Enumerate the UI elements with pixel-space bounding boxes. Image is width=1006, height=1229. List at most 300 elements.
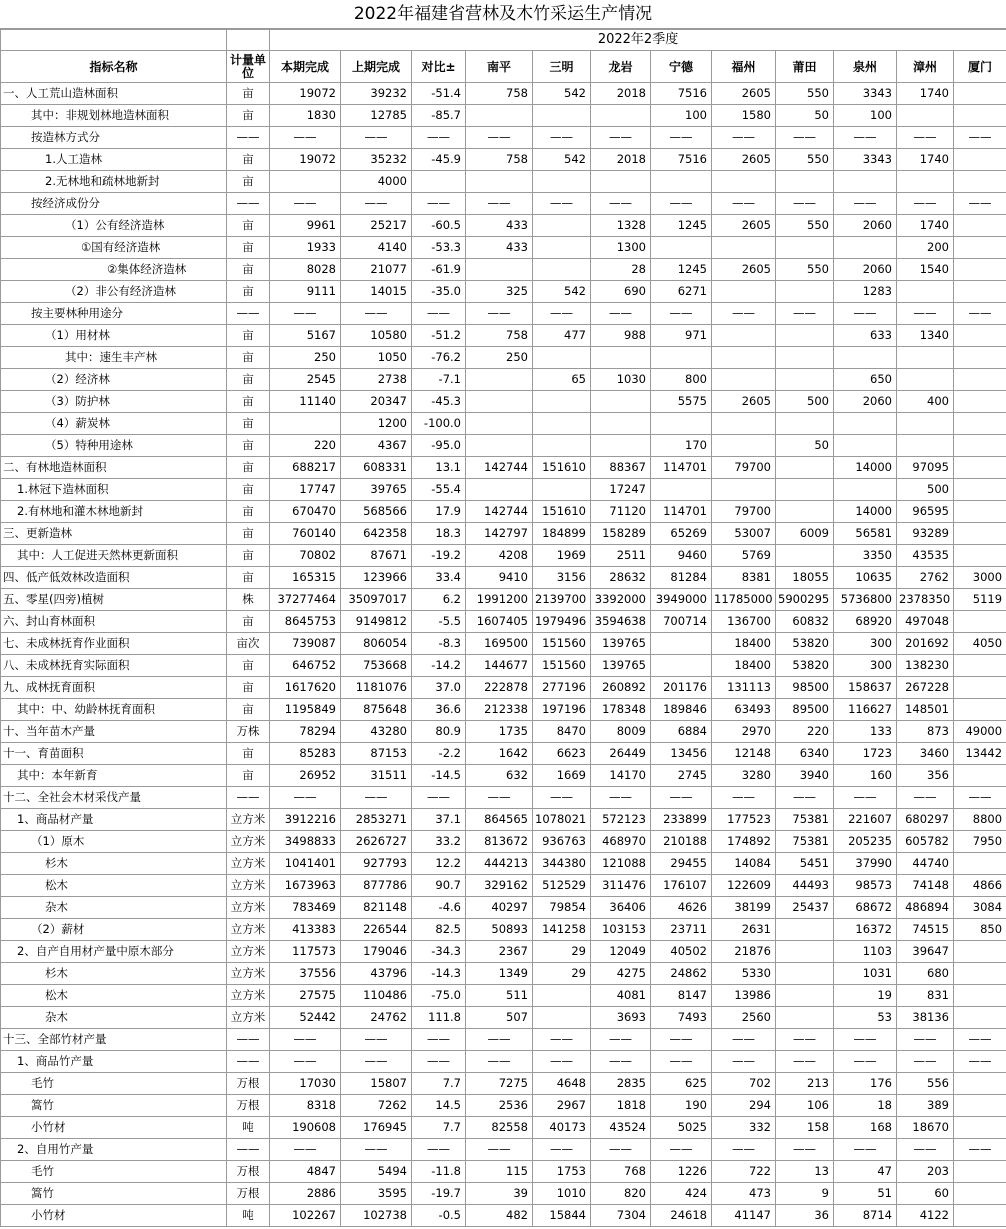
value-cell: 875648 [341,699,412,721]
value-cell: 646752 [270,655,341,677]
value-cell: 81284 [651,567,712,589]
value-cell: 1195849 [270,699,341,721]
value-cell: —— [466,303,533,325]
value-cell: 936763 [533,831,591,853]
value-cell: 2060 [834,391,897,413]
table-row [1,677,1006,699]
value-cell: 17247 [591,479,651,501]
row-label: （1）公有经济造林 [1,215,227,237]
value-cell: 158289 [591,523,651,545]
value-cell: —— [533,1139,591,1161]
value-cell: —— [712,787,776,809]
unit-cell: 亩 [227,347,270,369]
row-label: 三、更新造林 [1,523,227,545]
value-cell: 2378350 [897,589,954,611]
value-cell [466,171,533,193]
unit-cell: —— [227,787,270,809]
column-header: 本期完成 [270,51,341,83]
value-cell: 43796 [341,963,412,985]
value-cell: 36.6 [412,699,466,721]
value-cell: 43535 [897,545,954,567]
row-label: 杉木 [1,963,227,985]
value-cell: 50 [776,105,834,127]
value-cell: —— [270,127,341,149]
value-cell: 2738 [341,369,412,391]
value-cell: 37.0 [412,677,466,699]
value-cell: 139765 [591,633,651,655]
unit-cell: 株 [227,589,270,611]
value-cell: 9149812 [341,611,412,633]
value-cell: 5736800 [834,589,897,611]
value-cell: 3343 [834,83,897,105]
value-cell [533,391,591,413]
unit-cell: 亩 [227,391,270,413]
unit-cell: 吨 [227,1117,270,1139]
value-cell: 753668 [341,655,412,677]
value-cell: 151610 [533,457,591,479]
value-cell: 114701 [651,457,712,479]
value-cell: 1642 [466,743,533,765]
value-cell: 4847 [270,1161,341,1183]
unit-cell: 亩 [227,83,270,105]
value-cell: 53820 [776,633,834,655]
table-row [1,743,1006,765]
value-cell: 2970 [712,721,776,743]
value-cell: 2745 [651,765,712,787]
value-cell: 100 [834,105,897,127]
value-cell [591,391,651,413]
row-label: 十一、育苗面积 [1,743,227,765]
value-cell: 68672 [834,897,897,919]
unit-cell: 立方米 [227,985,270,1007]
value-cell: 17.9 [412,501,466,523]
unit-cell: 亩 [227,479,270,501]
value-cell: 325 [466,281,533,303]
value-cell: 1340 [897,325,954,347]
value-cell: 2853271 [341,809,412,831]
value-cell: —— [897,1029,954,1051]
row-label: （1）用材林 [1,325,227,347]
value-cell [466,413,533,435]
value-cell: 2511 [591,545,651,567]
value-cell: 2626727 [341,831,412,853]
value-cell: -51.4 [412,83,466,105]
value-cell: 9 [776,1183,834,1205]
value-cell: —— [466,1029,533,1051]
value-cell: 88367 [591,457,651,479]
row-label: 篙竹 [1,1095,227,1117]
value-cell: —— [533,303,591,325]
value-cell: —— [954,1051,1006,1073]
value-cell [466,259,533,281]
value-cell: —— [776,193,834,215]
value-cell: 2536 [466,1095,533,1117]
value-cell: 2605 [712,215,776,237]
table-row [1,1073,1006,1095]
value-cell: 23711 [651,919,712,941]
value-cell: 1031 [834,963,897,985]
value-cell: —— [651,127,712,149]
value-cell: 176 [834,1073,897,1095]
value-cell: —— [466,193,533,215]
value-cell: 18400 [712,633,776,655]
value-cell [834,171,897,193]
value-cell: 53007 [712,523,776,545]
value-cell: —— [412,1139,466,1161]
value-cell [834,347,897,369]
value-cell: 123966 [341,567,412,589]
value-cell: —— [651,303,712,325]
value-cell [776,369,834,391]
value-cell: 758 [466,83,533,105]
value-cell: 477 [533,325,591,347]
value-cell: 19 [834,985,897,1007]
value-cell: —— [591,1051,651,1073]
value-cell: 311476 [591,875,651,897]
value-cell: 16372 [834,919,897,941]
value-cell: 190608 [270,1117,341,1139]
value-cell: 17030 [270,1073,341,1095]
value-cell: 605782 [897,831,954,853]
value-cell [954,83,1006,105]
value-cell: 632 [466,765,533,787]
value-cell: -2.2 [412,743,466,765]
value-cell: 33.2 [412,831,466,853]
value-cell [897,369,954,391]
row-label: 2.无林地和疏林地新封 [1,171,227,193]
value-cell [533,435,591,457]
value-cell [897,281,954,303]
value-cell: 670470 [270,501,341,523]
value-cell: 5575 [651,391,712,413]
table-row [1,589,1006,611]
value-cell [776,941,834,963]
value-cell: 26952 [270,765,341,787]
value-cell: 1349 [466,963,533,985]
value-cell: 33.4 [412,567,466,589]
table-row [1,897,1006,919]
value-cell [712,435,776,457]
value-cell: —— [834,193,897,215]
value-cell: 4275 [591,963,651,985]
value-cell: 78294 [270,721,341,743]
table-row [1,963,1006,985]
value-cell: 13 [776,1161,834,1183]
value-cell: 1607405 [466,611,533,633]
column-header: 龙岩 [591,51,651,83]
value-cell [712,347,776,369]
value-cell: 250 [466,347,533,369]
value-cell: 110486 [341,985,412,1007]
value-cell: 24762 [341,1007,412,1029]
value-cell: —— [712,193,776,215]
data-table [0,29,1006,1227]
value-cell: 550 [776,149,834,171]
value-cell: 5451 [776,853,834,875]
unit-cell: —— [227,1051,270,1073]
value-cell: 864565 [466,809,533,831]
table-row [1,941,1006,963]
value-cell: 1979496 [533,611,591,633]
value-cell: —— [533,787,591,809]
value-cell [954,215,1006,237]
row-label: 七、未成林抚育作业面积 [1,633,227,655]
value-cell: 40297 [466,897,533,919]
table-row [1,1007,1006,1029]
value-cell: 103153 [591,919,651,941]
value-cell: 3498833 [270,831,341,853]
sheet-title: 2022年福建省营林及木竹采运生产情况 [0,0,1006,29]
value-cell: 26449 [591,743,651,765]
value-cell: 176945 [341,1117,412,1139]
value-cell: —— [412,1029,466,1051]
value-cell: 36 [776,1205,834,1227]
value-cell: 93289 [897,523,954,545]
value-cell: —— [341,1139,412,1161]
value-cell: -19.7 [412,1183,466,1205]
value-cell: 332 [712,1117,776,1139]
value-cell [954,237,1006,259]
value-cell: 21077 [341,259,412,281]
value-cell: 1328 [591,215,651,237]
value-cell: 433 [466,237,533,259]
value-cell: 220 [270,435,341,457]
value-cell [412,171,466,193]
value-cell: -60.5 [412,215,466,237]
value-cell [466,369,533,391]
value-cell: 24618 [651,1205,712,1227]
value-cell: 89500 [776,699,834,721]
value-cell: 189846 [651,699,712,721]
unit-cell: 亩次 [227,633,270,655]
unit-cell: 亩 [227,215,270,237]
value-cell: 75381 [776,831,834,853]
value-cell: 2018 [591,83,651,105]
value-cell: -45.3 [412,391,466,413]
value-cell: 98573 [834,875,897,897]
value-cell [776,1007,834,1029]
value-cell: 25437 [776,897,834,919]
value-cell: 680 [897,963,954,985]
value-cell: -45.9 [412,149,466,171]
value-cell: 7.7 [412,1073,466,1095]
value-cell: 512529 [533,875,591,897]
value-cell: 13.1 [412,457,466,479]
value-cell: 5900295 [776,589,834,611]
value-cell: 40502 [651,941,712,963]
value-cell: —— [533,127,591,149]
value-cell [954,545,1006,567]
value-cell: 142744 [466,457,533,479]
value-cell: —— [341,787,412,809]
table-row [1,391,1006,413]
value-cell: 177523 [712,809,776,831]
value-cell [712,369,776,391]
value-cell: 1030 [591,369,651,391]
value-cell: -95.0 [412,435,466,457]
value-cell: 121088 [591,853,651,875]
unit-cell: 亩 [227,281,270,303]
value-cell: 70802 [270,545,341,567]
value-cell: 170 [651,435,712,457]
value-cell: 468970 [591,831,651,853]
unit-cell: 亩 [227,501,270,523]
value-cell [776,347,834,369]
unit-cell: 万根 [227,1161,270,1183]
value-cell: 7275 [466,1073,533,1095]
value-cell: 1226 [651,1161,712,1183]
value-cell [712,237,776,259]
value-cell: 41147 [712,1205,776,1227]
value-cell [954,391,1006,413]
table-row [1,303,1006,325]
value-cell: 71120 [591,501,651,523]
table-row [1,1117,1006,1139]
value-cell: 7262 [341,1095,412,1117]
value-cell: 90.7 [412,875,466,897]
unit-cell: —— [227,1139,270,1161]
table-row [1,127,1006,149]
value-cell: -55.4 [412,479,466,501]
value-cell: 12049 [591,941,651,963]
value-cell: 642358 [341,523,412,545]
unit-cell: 亩 [227,369,270,391]
value-cell: 158 [776,1117,834,1139]
value-cell: —— [954,193,1006,215]
value-cell: 8318 [270,1095,341,1117]
value-cell [954,1183,1006,1205]
value-cell: 1933 [270,237,341,259]
column-header: 莆田 [776,51,834,83]
value-cell: —— [533,193,591,215]
period-blank-cell [1,30,227,51]
value-cell: 20347 [341,391,412,413]
row-label: 1、商品竹产量 [1,1051,227,1073]
row-label: 2、自产自用材产量中原木部分 [1,941,227,963]
value-cell: 74515 [897,919,954,941]
value-cell: 24862 [651,963,712,985]
value-cell: 7304 [591,1205,651,1227]
value-cell: —— [776,1051,834,1073]
unit-cell: 亩 [227,435,270,457]
value-cell: 3343 [834,149,897,171]
value-cell: 1200 [341,413,412,435]
value-cell: 444213 [466,853,533,875]
value-cell: 221607 [834,809,897,831]
value-cell: -14.3 [412,963,466,985]
value-cell [954,1095,1006,1117]
value-cell: —— [651,787,712,809]
value-cell: 10635 [834,567,897,589]
unit-cell: 亩 [227,545,270,567]
value-cell [954,699,1006,721]
value-cell [897,171,954,193]
value-cell: —— [897,303,954,325]
value-cell: 813672 [466,831,533,853]
value-cell: 3084 [954,897,1006,919]
row-label: （2）经济林 [1,369,227,391]
row-label: 其中：非规划林地造林面积 [1,105,227,127]
table-row [1,1051,1006,1073]
value-cell: 542 [533,83,591,105]
value-cell: 19072 [270,83,341,105]
value-cell: 433 [466,215,533,237]
value-cell: 1818 [591,1095,651,1117]
value-cell: -76.2 [412,347,466,369]
unit-cell: 立方米 [227,919,270,941]
value-cell: 37277464 [270,589,341,611]
value-cell: 8470 [533,721,591,743]
unit-cell: 亩 [227,523,270,545]
value-cell: -100.0 [412,413,466,435]
value-cell: 1740 [897,149,954,171]
value-cell [954,281,1006,303]
table-row [1,435,1006,457]
value-cell: 5025 [651,1117,712,1139]
table-row [1,259,1006,281]
value-cell: 44493 [776,875,834,897]
row-label: （4）薪炭林 [1,413,227,435]
value-cell: -11.8 [412,1161,466,1183]
value-cell: 43280 [341,721,412,743]
value-cell: —— [591,1139,651,1161]
value-cell: —— [834,1029,897,1051]
value-cell [776,545,834,567]
value-cell: 212338 [466,699,533,721]
value-cell: 233899 [651,809,712,831]
value-cell: 68920 [834,611,897,633]
value-cell: 63493 [712,699,776,721]
table-row [1,281,1006,303]
value-cell: —— [776,1139,834,1161]
value-cell: 12.2 [412,853,466,875]
row-label: 篙竹 [1,1183,227,1205]
value-cell: —— [954,1029,1006,1051]
value-cell: 500 [897,479,954,501]
unit-cell: 立方米 [227,875,270,897]
value-cell: 222878 [466,677,533,699]
value-cell: -5.5 [412,611,466,633]
value-cell: —— [776,303,834,325]
unit-cell: 亩 [227,655,270,677]
unit-cell: 亩 [227,743,270,765]
value-cell: 141258 [533,919,591,941]
value-cell [834,413,897,435]
value-cell [533,413,591,435]
value-cell [533,237,591,259]
value-cell: 739087 [270,633,341,655]
value-cell: 1103 [834,941,897,963]
value-cell: 4081 [591,985,651,1007]
value-cell: 13442 [954,743,1006,765]
row-label: 二、有林地造林面积 [1,457,227,479]
value-cell: 1283 [834,281,897,303]
value-cell: 102738 [341,1205,412,1227]
value-cell: 2886 [270,1183,341,1205]
value-cell: 80.9 [412,721,466,743]
value-cell: 18400 [712,655,776,677]
value-cell: 758 [466,325,533,347]
value-cell: 35097017 [341,589,412,611]
value-cell [533,105,591,127]
value-cell: 3595 [341,1183,412,1205]
row-label: 十、当年苗木产量 [1,721,227,743]
value-cell: 4122 [897,1205,954,1227]
table-row [1,325,1006,347]
value-cell: 542 [533,149,591,171]
row-label: 六、封山育林面积 [1,611,227,633]
value-cell: 14015 [341,281,412,303]
